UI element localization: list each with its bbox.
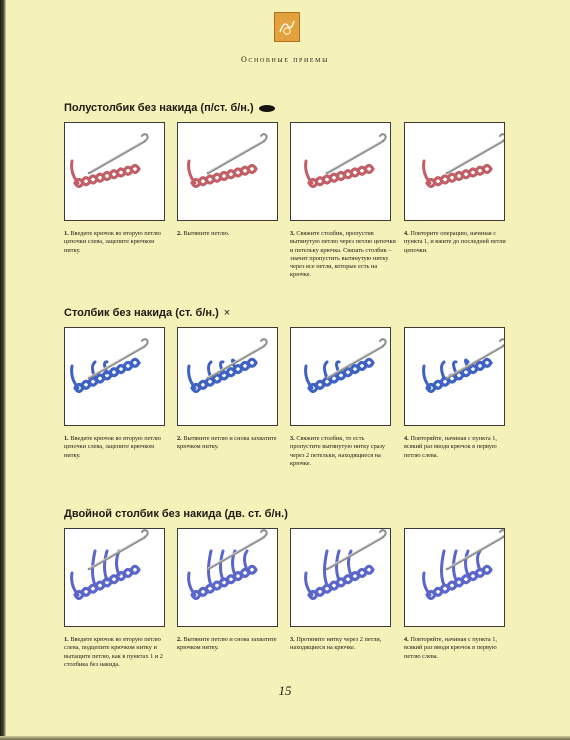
running-head: Основные приемы xyxy=(241,55,329,64)
page-binding-edge xyxy=(0,0,6,740)
section-title-text: Столбик без накида (ст. б/н.) xyxy=(64,307,219,319)
yarn-illustration xyxy=(72,551,139,599)
crochet-illustration xyxy=(291,529,390,626)
yarn-logo-icon xyxy=(274,12,300,42)
illustration-frame xyxy=(177,122,278,221)
page-number: 15 xyxy=(278,683,292,698)
crochet-hook-icon xyxy=(208,134,267,173)
illustration-frame xyxy=(290,327,391,426)
step-caption: 3. Свяжите столбик, пропустив вытянутую петлю через петлю цепочки и петельку крючка. Связать столбик – значит пропустить вытянутую нитку через все петли, которые есть на крючке. xyxy=(290,230,396,279)
yarn-illustration xyxy=(189,551,256,599)
illustration-frame xyxy=(290,122,391,221)
section-title-single-crochet xyxy=(64,307,230,319)
illustration-frame xyxy=(404,528,505,627)
page-bottom-edge xyxy=(0,736,570,740)
section-title-double-crochet xyxy=(64,508,288,520)
crochet-illustration xyxy=(178,328,277,425)
crochet-illustration xyxy=(405,328,504,425)
step-caption: 2. Вытяните петлю и снова захватите крючком нитку. xyxy=(177,435,277,451)
crochet-illustration xyxy=(178,529,277,626)
illustration-frame xyxy=(404,327,505,426)
illustration-frame xyxy=(64,122,165,221)
crochet-illustration xyxy=(405,529,504,626)
cross-symbol: × xyxy=(223,307,231,319)
step-caption: 1. Введите крючок во вторую петлю слева, подцепите крючком нитку и вытащите петлю, как в пунктах 1 и 2 столбика без накида. xyxy=(64,636,163,668)
section-title-half-stitch xyxy=(64,102,275,114)
section-title-text: Двойной столбик без накида (дв. ст. б/н.) xyxy=(64,508,288,520)
step-caption: 4. Повторяйте, начиная с пункта 1, всякий раз вводя крючок в первую петлю слева. xyxy=(404,636,497,660)
crochet-illustration xyxy=(65,328,164,425)
step-caption: 4. Повторяйте, начиная с пункта 1, всякий раз вводя крючок в первую петлю слева. xyxy=(404,435,497,459)
yarn-illustration xyxy=(424,161,491,187)
yarn-illustration xyxy=(189,359,256,391)
crochet-illustration xyxy=(65,529,164,626)
yarn-illustration xyxy=(306,551,373,599)
crochet-hook-icon xyxy=(447,134,504,173)
step-caption: 1. Введите крючок во вторую петлю цепочки слева, зацепите крючком нитку. xyxy=(64,435,161,459)
crochet-illustration xyxy=(291,328,390,425)
crochet-hook-icon xyxy=(208,530,267,569)
illustration-frame xyxy=(177,528,278,627)
crochet-hook-icon xyxy=(89,530,148,569)
illustration-frame xyxy=(64,327,165,426)
oval-symbol-icon xyxy=(259,105,275,112)
step-caption: 1. Введите крючок во вторую петлю цепочки слева, зацепите крючком нитку. xyxy=(64,230,161,254)
step-caption: 4. Повторите операцию, начиная с пункта 1, и вжите до последней петли цепочки. xyxy=(404,230,506,254)
crochet-hook-icon xyxy=(327,134,386,173)
crochet-illustration xyxy=(405,123,504,220)
crochet-illustration xyxy=(291,123,390,220)
illustration-frame xyxy=(64,528,165,627)
illustration-frame xyxy=(404,122,505,221)
step-caption: 3. Протяните нитку через 2 петли, находящиеся на крючке. xyxy=(290,636,382,652)
section-title-text: Полустолбик без накида (п/ст. б/н.) xyxy=(64,102,254,114)
step-caption: 2. Вытяните петлю. xyxy=(177,230,230,237)
yarn-illustration xyxy=(306,359,373,391)
yarn-illustration xyxy=(424,551,491,599)
crochet-illustration xyxy=(178,123,277,220)
yarn-illustration xyxy=(72,359,139,391)
crochet-illustration xyxy=(65,123,164,220)
illustration-frame xyxy=(177,327,278,426)
step-caption: 3. Свяжите столбик, то есть пропустите вытянутую нитку сразу через 2 петельки, находящиеся на крючке. xyxy=(290,435,386,467)
step-caption: 2. Вытяните петлю и снова захватите крючком нитку. xyxy=(177,636,277,652)
yarn-illustration xyxy=(424,359,491,391)
crochet-hook-icon xyxy=(327,530,386,569)
illustration-frame xyxy=(290,528,391,627)
